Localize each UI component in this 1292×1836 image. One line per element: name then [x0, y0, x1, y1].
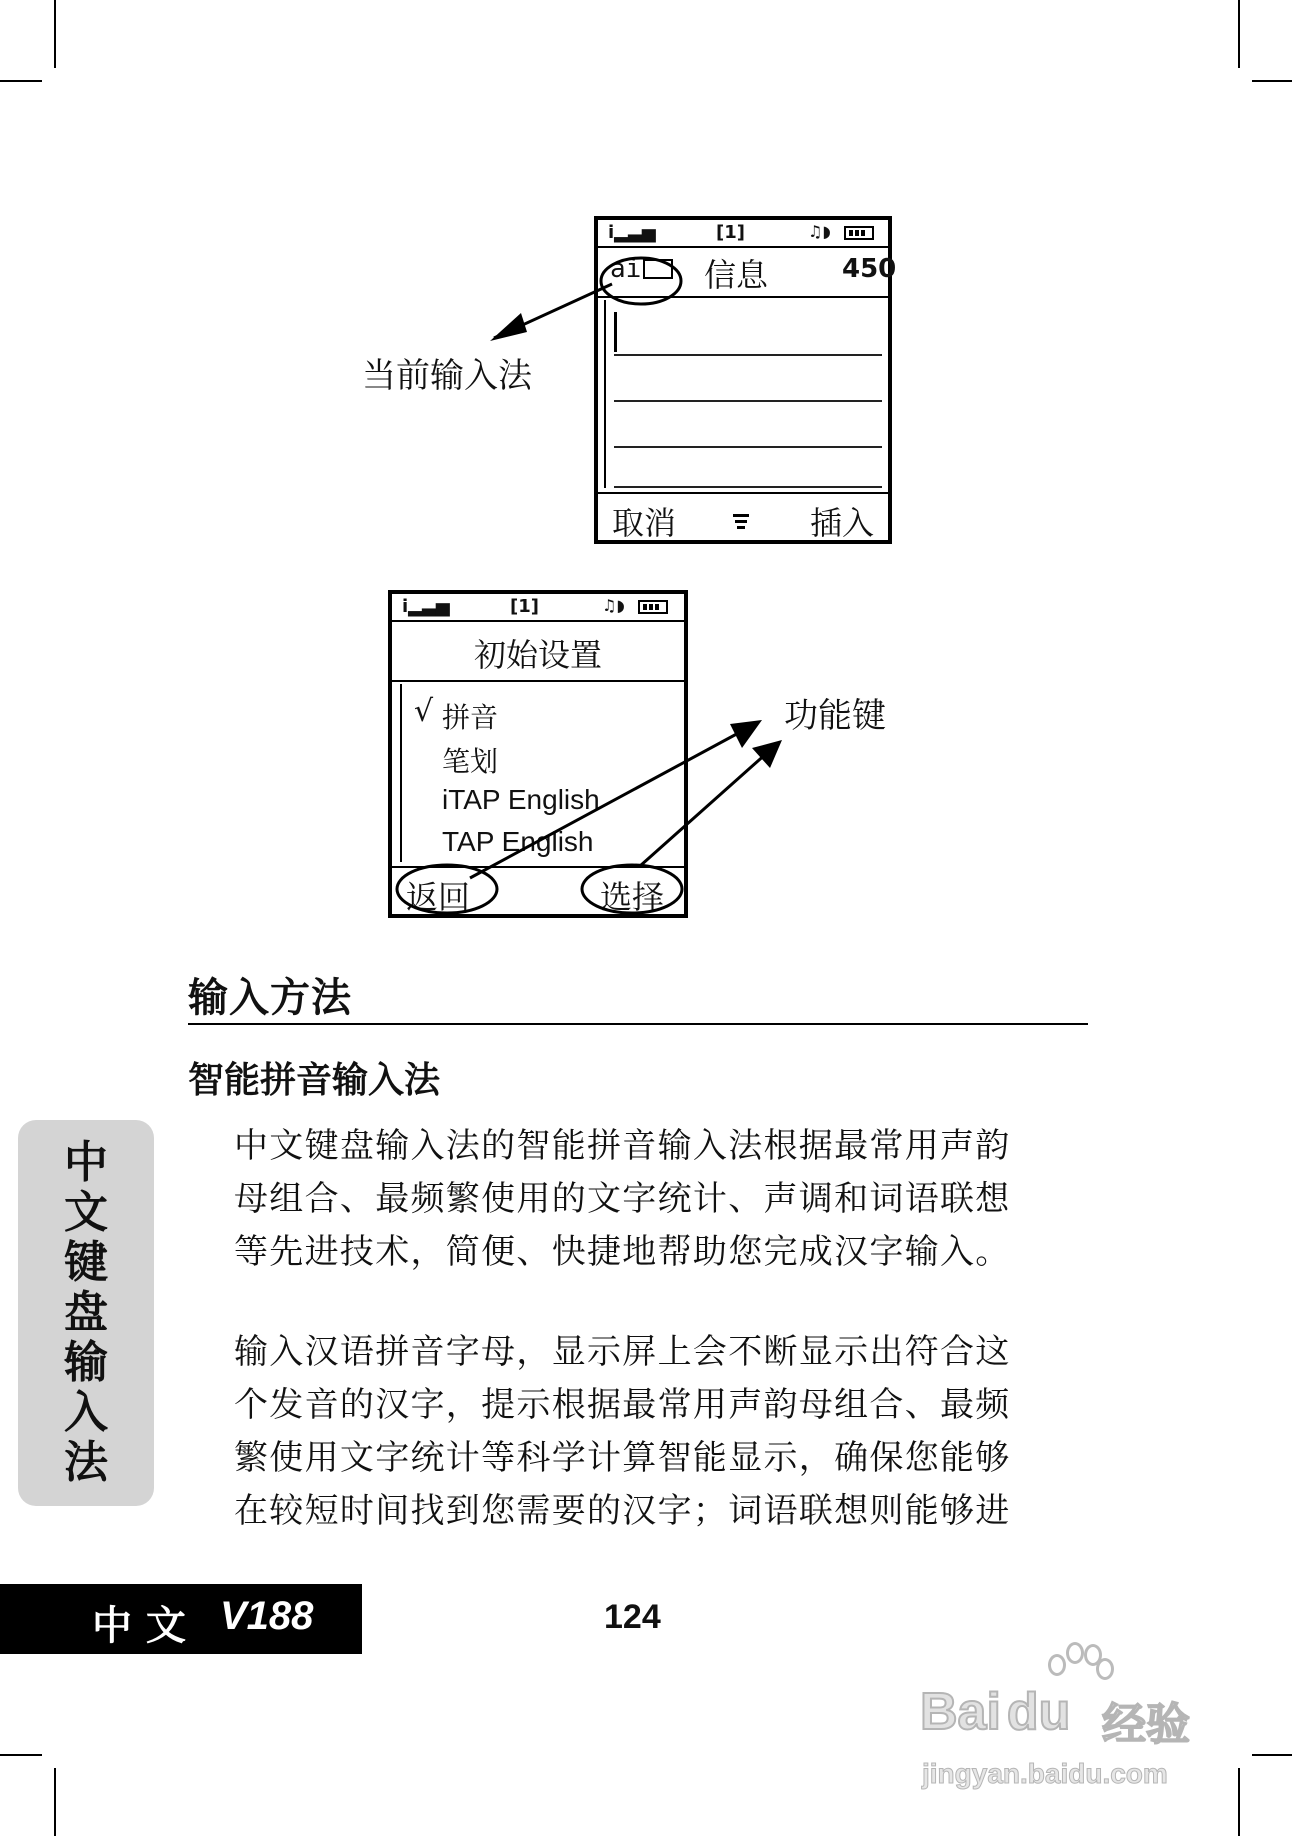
- check-icon: √: [414, 694, 434, 729]
- footer-bar: [0, 1584, 362, 1654]
- paragraph-line: 输入汉语拼音字母，显示屏上会不断显示出符合这: [234, 1332, 1011, 1372]
- function-key-arrow: [640, 752, 768, 866]
- paragraph-line: 繁使用文字统计等科学计算智能显示，确保您能够: [234, 1438, 1011, 1478]
- signal-icon: ⅰ▂▃▅: [608, 222, 656, 243]
- paragraph-line: 在较短时间找到您需要的汉字；词语联想则能够进: [234, 1491, 1011, 1531]
- screen-title: 信息: [704, 256, 769, 294]
- function-key-arrow: [470, 730, 744, 878]
- menu-item-label: TAP English: [442, 826, 594, 857]
- signal-icon: ⅰ▂▃▅: [402, 596, 450, 617]
- chapter-tab-text: [18, 1138, 154, 1488]
- paragraph-1: [234, 1120, 1011, 1279]
- watermark-brand: Bai: [920, 1683, 1001, 1741]
- footer-model: V188: [220, 1594, 314, 1638]
- right-softkey[interactable]: 选择: [600, 878, 665, 916]
- watermark-brand2: du: [1006, 1683, 1071, 1741]
- ringer-icon: ♫◗: [808, 222, 831, 241]
- callout-function-key: 功能键: [784, 696, 886, 736]
- chapter-tab-char: 输: [64, 1337, 108, 1388]
- line1-icon: [1]: [510, 596, 539, 617]
- select-key-highlight: [582, 865, 682, 913]
- char-counter: 450: [842, 254, 897, 284]
- chapter-tab-char: 文: [64, 1187, 108, 1238]
- footer-language: 中 文: [92, 1603, 186, 1649]
- right-softkey[interactable]: 插入: [810, 504, 875, 542]
- menu-item-label: 笔划: [442, 745, 499, 778]
- paragraph-line: 个发音的汉字，提示根据最常用声韵母组合、最频: [234, 1385, 1011, 1425]
- chapter-tab-char: 法: [64, 1437, 108, 1488]
- paragraph-line: 母组合、最频繁使用的文字统计、声调和词语联想: [234, 1179, 1011, 1219]
- section-title: 输入方法: [188, 975, 352, 1021]
- chapter-tab-char: 入: [64, 1387, 108, 1438]
- chapter-tab-char: 键: [64, 1237, 108, 1288]
- screen-title: 初始设置: [473, 636, 602, 674]
- paragraph-2: [234, 1326, 1011, 1538]
- input-mode-highlight: [601, 258, 681, 304]
- chapter-tab-char: 中: [64, 1137, 108, 1188]
- menu-item-label: 拼音: [442, 701, 499, 734]
- line1-icon: [1]: [716, 222, 745, 243]
- chapter-tab-char: 盘: [64, 1287, 108, 1338]
- chapter-tab: [18, 1120, 154, 1506]
- left-softkey[interactable]: 返回: [406, 878, 471, 916]
- paragraph-line: 等先进技术，简便、快捷地帮助您完成汉字输入。: [234, 1232, 1011, 1272]
- callout-current-input-method: 当前输入法: [362, 356, 532, 396]
- sub-title: 智能拼音输入法: [188, 1059, 441, 1101]
- page-number: 124: [604, 1598, 661, 1636]
- watermark-url: jingyan.baidu.com: [922, 1758, 1168, 1789]
- menu-item-label: iTAP English: [442, 784, 600, 815]
- left-softkey[interactable]: 取消: [612, 504, 677, 542]
- watermark-cn: 经验: [1102, 1699, 1190, 1750]
- section-rule: [188, 1023, 1088, 1025]
- paragraph-line: 中文键盘输入法的智能拼音输入法根据最常用声韵: [234, 1126, 1011, 1166]
- baidu-watermark: [920, 1640, 1220, 1790]
- ringer-icon: ♫◗: [602, 596, 625, 615]
- input-mode-label: ai: [610, 254, 642, 284]
